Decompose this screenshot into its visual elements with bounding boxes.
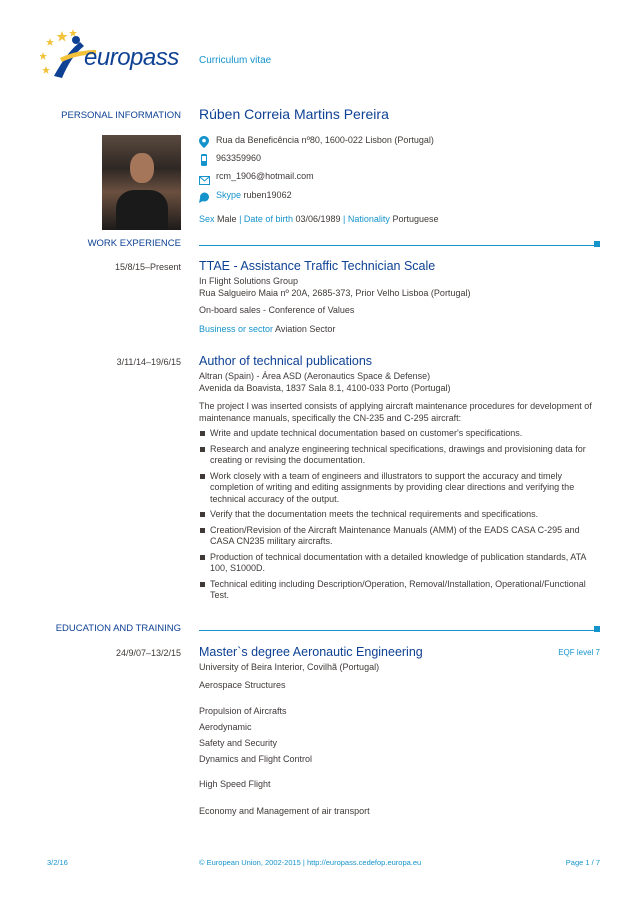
job2-title: Author of technical publications xyxy=(199,354,373,368)
email: rcm_1906@hotmail.com xyxy=(216,171,314,181)
list-item: Work closely with a team of engineers and illustrators to support the accuracy and timely completion of writing and editing assignments by providing clear directions and verifying the technical accuracy of the output. xyxy=(199,471,594,506)
photo-shirt xyxy=(116,190,168,230)
phone: 963359960 xyxy=(216,153,262,163)
nationality-value: Portuguese xyxy=(392,214,439,224)
footer-page-number: Page 1 / 7 xyxy=(565,858,600,867)
section-work-experience: WORK EXPERIENCE xyxy=(87,238,181,249)
phone-icon xyxy=(199,153,209,164)
subject-item: Economy and Management of air transport xyxy=(199,806,370,816)
email-icon xyxy=(199,172,209,183)
section-divider-square xyxy=(594,626,600,632)
job2-dates: 3/11/14–19/6/15 xyxy=(116,357,181,367)
dob-label: Date of birth xyxy=(243,214,293,224)
subject-item: Aerodynamic xyxy=(199,722,252,732)
skype-label: Skype xyxy=(216,190,242,200)
subject-item: Aerospace Structures xyxy=(199,680,286,690)
sex-label: Sex xyxy=(199,214,215,224)
section-personal-information: PERSONAL INFORMATION xyxy=(61,110,181,121)
subject-item: Safety and Security xyxy=(199,738,278,748)
education-title: Master`s degree Aeronautic Engineering xyxy=(199,645,423,659)
location-pin-icon xyxy=(199,135,209,146)
section-divider-square xyxy=(594,241,600,247)
list-item: Write and update technical documentation based on customer's specifications. xyxy=(199,428,594,440)
job1-title: TTAE - Assistance Traffic Technician Scale xyxy=(199,259,436,273)
job2-intro: The project I was inserted consists of applying aircraft maintenance procedures for development of maintenance manuals, specifically the CN-235 and C-295 aircraft: xyxy=(199,401,592,423)
eqf-level: EQF level 7 xyxy=(558,648,600,657)
europass-logo xyxy=(40,28,190,83)
footer-date: 3/2/16 xyxy=(47,858,68,867)
logo-text: europass xyxy=(84,44,179,71)
sex-value: Male xyxy=(217,214,237,224)
footer-copyright: © European Union, 2002-2015 | http://europass.cedefop.europa.eu xyxy=(199,858,422,867)
education-dates: 24/9/07–13/2/15 xyxy=(115,648,181,658)
separator: | xyxy=(239,214,242,224)
job1-sector xyxy=(199,324,599,336)
sector-label: Business or sector xyxy=(199,324,274,334)
job2-address: Avenida da Boavista, 1837 Sala 8.1, 4100-033 Porto (Portugal) xyxy=(199,383,451,393)
list-item: Research and analyze engineering technical specifications, drawings and provisioning data for creating or revising the documentation. xyxy=(199,444,594,467)
job2-bullet-list xyxy=(199,428,594,606)
job1-address: Rua Salgueiro Maia nº 20A, 2685-373, Prior Velho Lisboa (Portugal) xyxy=(199,288,471,298)
skype xyxy=(216,190,292,200)
photo xyxy=(102,135,181,230)
skype-icon xyxy=(199,190,209,201)
dob-value: 03/06/1989 xyxy=(295,214,341,224)
section-divider xyxy=(199,630,594,631)
job1-dates: 15/8/15–Present xyxy=(114,262,181,272)
list-item: Verify that the documentation meets the technical requirements and specifications. xyxy=(199,509,594,521)
subject-item: Propulsion of Aircrafts xyxy=(199,706,287,716)
job1-employer: In Flight Solutions Group xyxy=(199,276,299,286)
skype-id: ruben19062 xyxy=(243,190,292,200)
nationality-label: Nationality xyxy=(347,214,390,224)
section-divider xyxy=(199,245,594,246)
separator: | xyxy=(343,214,346,224)
subject-item: Dynamics and Flight Control xyxy=(199,754,313,764)
list-item: Technical editing including Description/Operation, Removal/Installation, Operational/Functional Test. xyxy=(199,579,594,602)
job2-employer: Altran (Spain) - Área ASD (Aeronautics Space & Defense) xyxy=(199,371,431,381)
sector-value: Aviation Sector xyxy=(275,324,336,334)
personal-details-line xyxy=(199,214,438,224)
photo-face xyxy=(130,153,154,183)
education-institution: University of Beira Interior, Covilhã (Portugal) xyxy=(199,662,380,672)
list-item: Production of technical documentation with a detailed knowledge of publication standards, ATA 100, S1000D. xyxy=(199,552,594,575)
job1-description: On-board sales - Conference of Values xyxy=(199,305,355,315)
section-education-training: EDUCATION AND TRAINING xyxy=(55,623,181,634)
doc-title: Curriculum vitae xyxy=(199,55,272,66)
address: Rua da Beneficência nº80, 1600-022 Lisbon (Portugal) xyxy=(216,135,434,145)
list-item: Creation/Revision of the Aircraft Maintenance Manuals (AMM) of the EADS CASA C-295 and CASA CN235 military aircrafts. xyxy=(199,525,594,548)
subject-item: High Speed Flight xyxy=(199,779,271,789)
person-name: Rúben Correia Martins Pereira xyxy=(199,106,389,122)
